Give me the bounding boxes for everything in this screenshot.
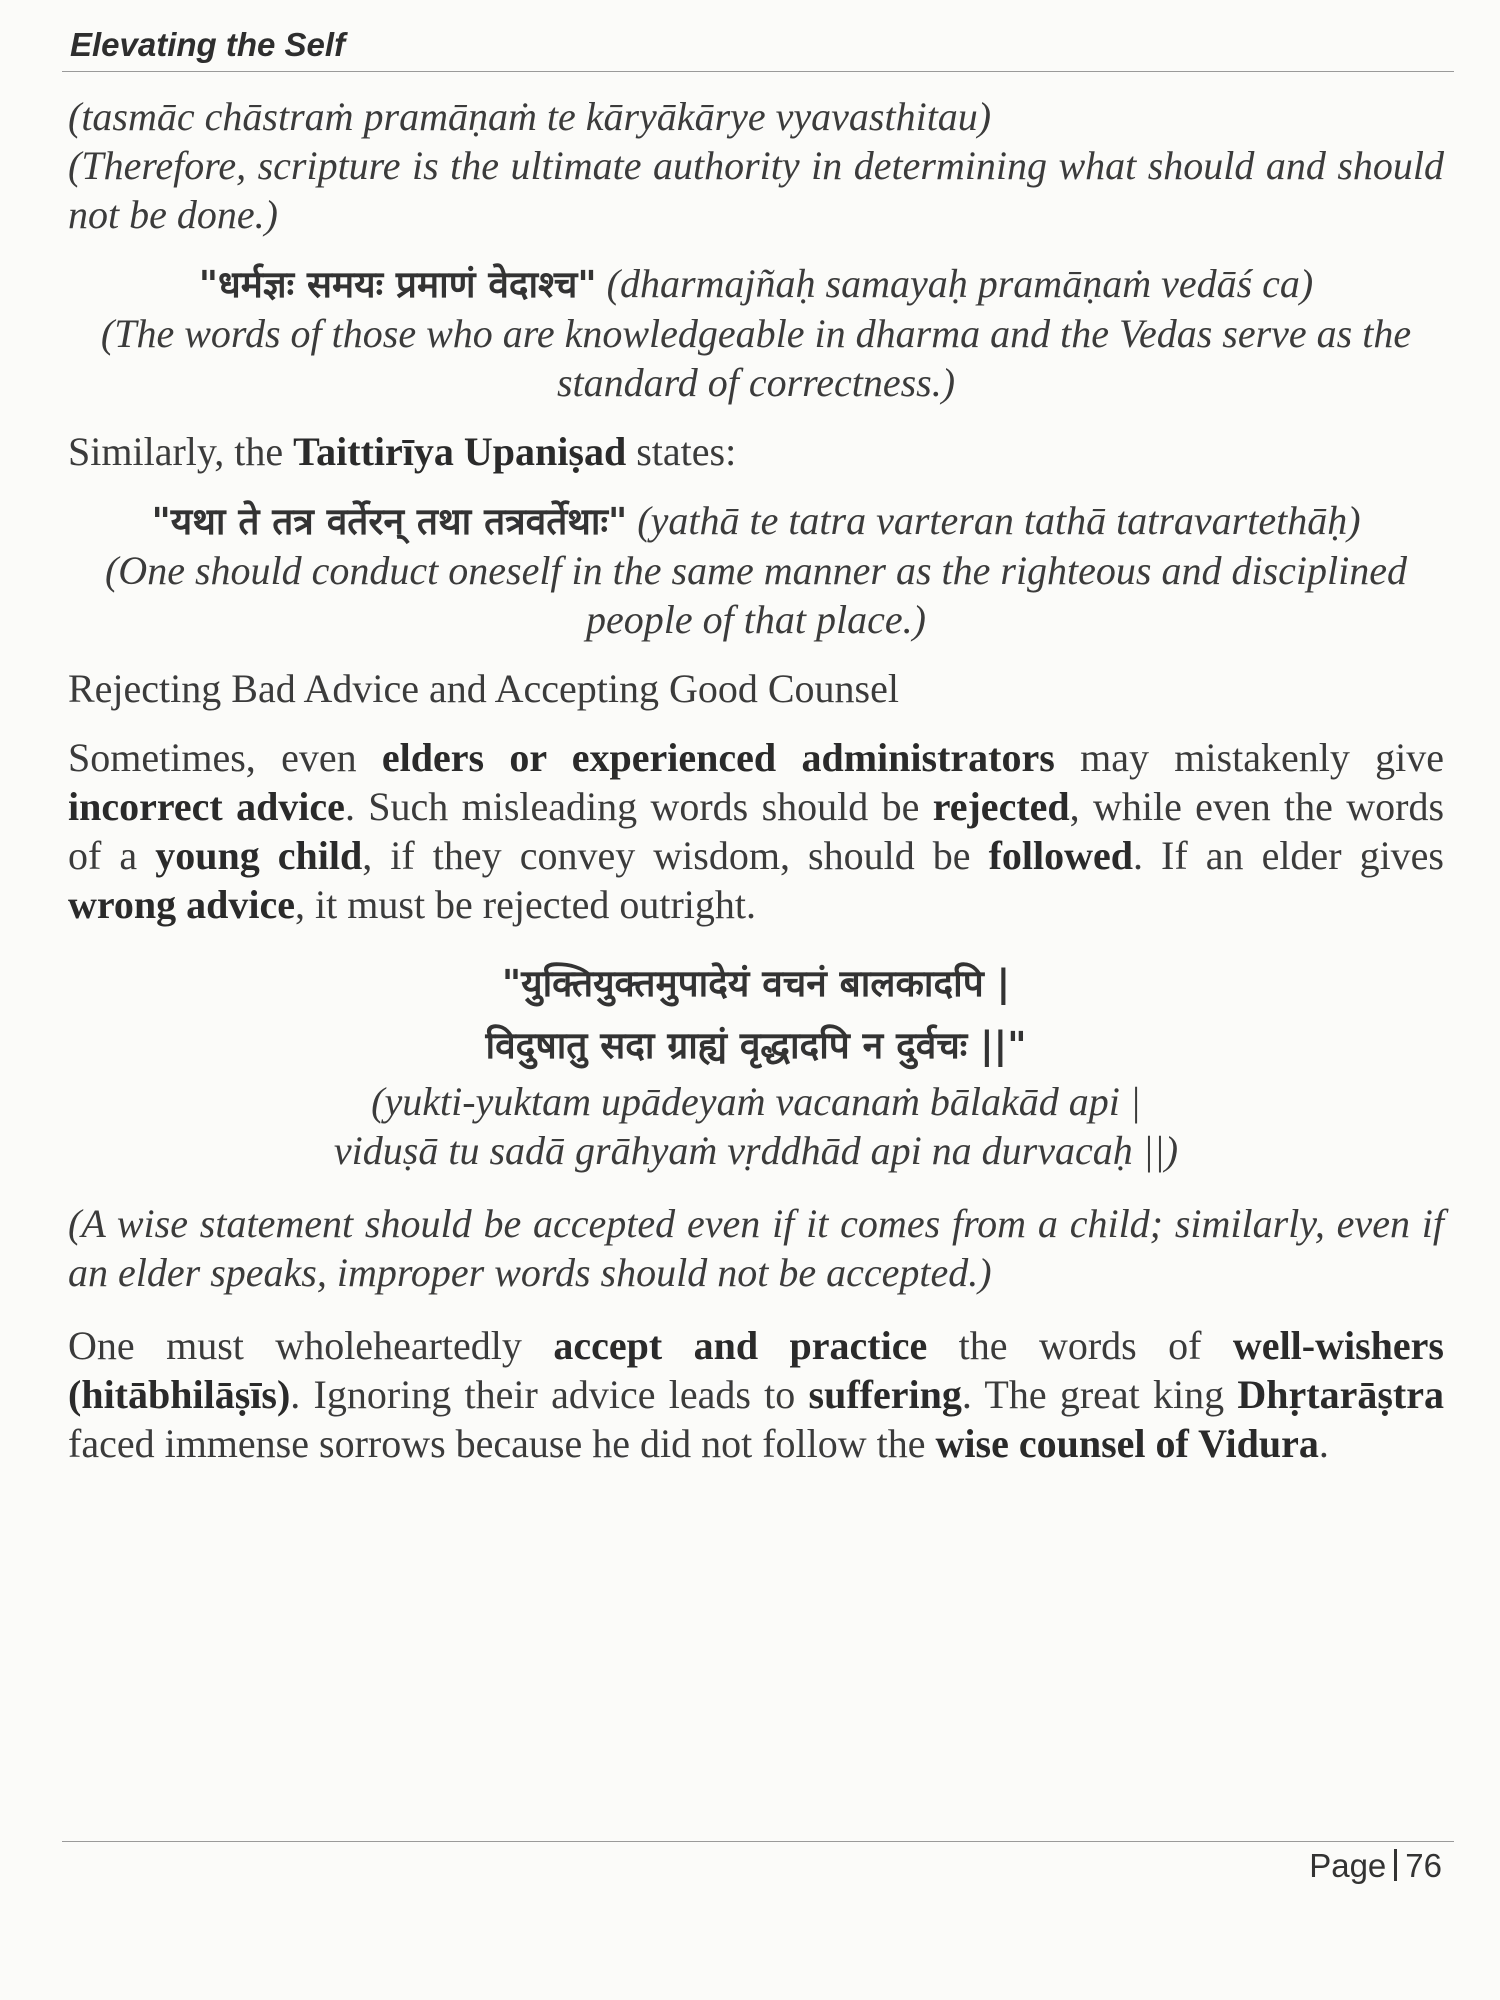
taittiriya-upanisad: Taittirīya Upaniṣad [293, 429, 627, 474]
translit-yatha: (yathā te tatra varteran tathā tatravartethāḥ) [637, 498, 1361, 543]
translit-verse-line-2: viduṣā tu sadā grāhyaṁ vṛddhād api na durvacaḥ ||) [333, 1128, 1179, 1173]
verse-yatha [68, 496, 1444, 546]
sanskrit-verse-line-1: "युक्तियुक्तमुपादेयं वचनं बालकादपि | [501, 962, 1011, 1005]
section-heading: Rejecting Bad Advice and Accepting Good Counsel [68, 666, 899, 711]
sanskrit-dharmajna: "धर्मज्ञः समयः प्रमाणं वेदाश्च" [198, 263, 597, 306]
translit-verse-line-1: (yukti-yuktam upādeyaṁ vacanaṁ bālakād api | [371, 1079, 1141, 1124]
translation-conduct: (One should conduct oneself in the same manner as the righteous and disciplined people of that place.) [104, 548, 1408, 642]
paragraph-well-wishers: One must wholeheartedly accept and practice the words of well-wishers (hitābhilāṣīs). Ignoring their advice leads to suffering. The great king Dhṛtarāṣtra faced immense sorrows because he did not follow the wise counsel of Vidura. [68, 1323, 1444, 1466]
translit-tasmac: (tasmāc chāstraṁ pramāṇaṁ te kāryākārye vyavasthitau) [68, 94, 992, 139]
verse-dharmajna [68, 259, 1444, 309]
page-number-footer [1309, 1847, 1442, 1885]
footer-rule [62, 1841, 1454, 1842]
page-body [68, 92, 1444, 1468]
translit-dharmajna: (dharmajñaḥ samayaḥ pramāṇaṁ vedāś ca) [606, 261, 1314, 306]
running-header-title: Elevating the Self [70, 26, 346, 63]
paragraph-bad-advice: Sometimes, even elders or experienced administrators may mistakenly give incorrect advice. Such misleading words should be rejected, while even the words of a young child, if they convey wisdom, should be followed. If an elder gives wrong advice, it must be rejected outright. [68, 735, 1445, 927]
page-label: Page [1309, 1847, 1387, 1884]
translation-wise-statement: (A wise statement should be accepted even if it comes from a child; similarly, even if an elder speaks, improper words should not be accepted.) [68, 1201, 1444, 1295]
sanskrit-verse-line-2: विदुषातु सदा ग्राह्यं वृद्धादपि न दुर्वचः ||" [485, 1024, 1027, 1067]
similarly-line: Similarly, the Taittirīya Upaniṣad states: [68, 429, 737, 474]
translation-dharma-standard: (The words of those who are knowledgeable in dharma and the Vedas serve as the standard of correctness.) [100, 311, 1412, 405]
header-rule [62, 71, 1454, 72]
sanskrit-yatha: "यथा ते तत्र वर्तेरन् तथा तत्रवर्तेथाः" [151, 500, 628, 543]
page-separator [1394, 1849, 1397, 1881]
translation-scripture-authority: (Therefore, scripture is the ultimate authority in determining what should and should not be done.) [68, 143, 1444, 237]
page-number: 76 [1405, 1847, 1442, 1884]
verse-yukti [68, 953, 1444, 1175]
